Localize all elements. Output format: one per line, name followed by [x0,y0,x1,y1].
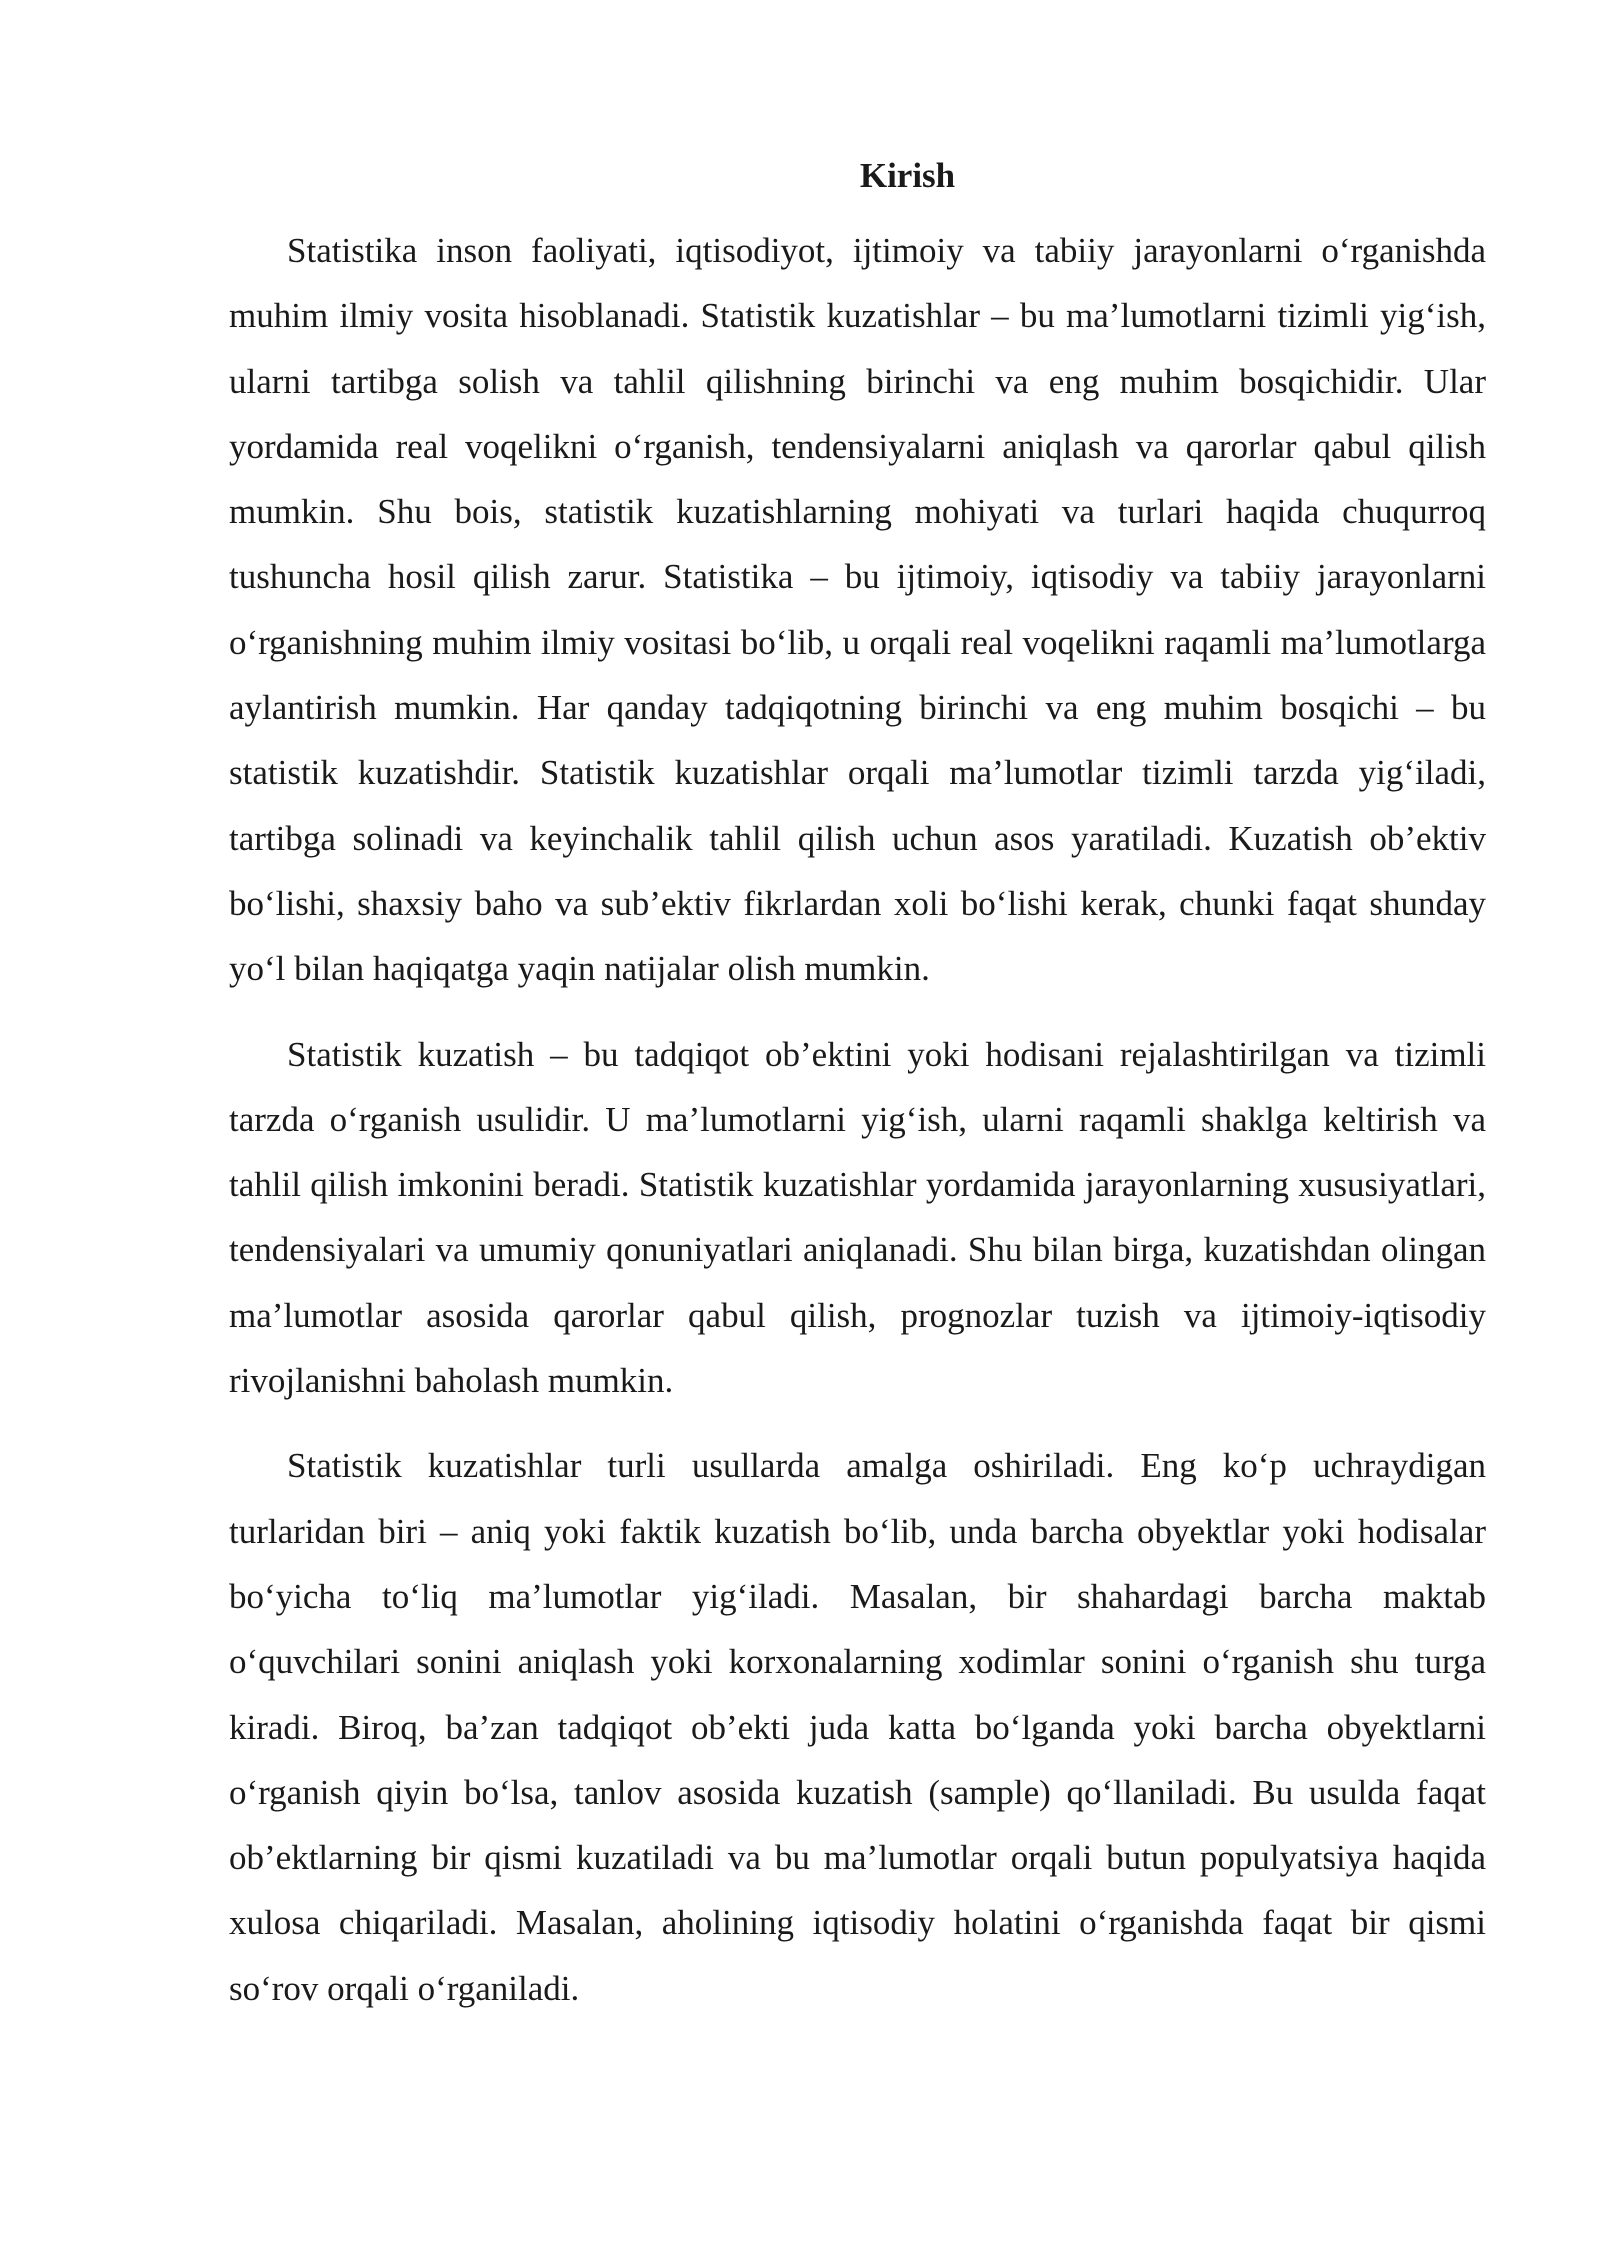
paragraph-3: Statistik kuzatishlar turli usullarda amalga oshiriladi. Eng ko‘p uchraydigan turlaridan biri – aniq yoki faktik kuzatish bo‘lib, unda barcha obyektlar yoki hodisalar bo‘yicha to‘liq ma’lumotlar yig‘iladi. Masalan, bir shahardagi barcha maktab o‘quvchilari sonini aniqlash yoki korxonalarning xodimlar sonini o‘rganish shu turga kiradi. Biroq, ba’zan tadqiqot ob’ekti juda katta bo‘lganda yoki barcha obyektlarni o‘rganish qiyin bo‘lsa, tanlov asosida kuzatish (sample) qo‘llaniladi. Bu usulda faqat ob’ektlarning bir qismi kuzatiladi va bu ma’lumotlar orqali butun populyatsiya haqida xulosa chiqariladi. Masalan, aholining iqtisodiy holatini o‘rganishda faqat bir qismi so‘rov orqali o‘rganiladi. [229,1446,1486,2008]
paragraph-2: Statistik kuzatish – bu tadqiqot ob’ektini yoki hodisani rejalashtirilgan va tizimli tarzda o‘rganish usulidir. U ma’lumotlarni yig‘ish, ularni raqamli shaklga keltirish va tahlil qilish imkonini beradi. Statistik kuzatishlar yordamida jarayonlarning xususiyatlari, tendensiyalari va umumiy qonuniyatlari aniqlanadi. Shu bilan birga, kuzatishdan olingan ma’lumotlar asosida qarorlar qabul qilish, prognozlar tuzish va ijtimoiy-iqtisodiy rivojlanishni baholash mumkin. [229,1034,1486,1401]
paragraph-1: Statistika inson faoliyati, iqtisodiyot, ijtimoiy va tabiiy jarayonlarni o‘rganishda muhim ilmiy vosita hisoblanadi. Statistik kuzatishlar – bu ma’lumotlarni tizimli yig‘ish, ularni tartibga solish va tahlil qilishning birinchi va eng muhim bosqichidir. Ular yordamida real voqelikni o‘rganish, tendensiyalarni aniqlash va qarorlar qabul qilish mumkin. Shu bois, statistik kuzatishlarning mohiyati va turlari haqida chuqurroq tushuncha hosil qilish zarur. Statistika – bu ijtimoiy, iqtisodiy va tabiiy jarayonlarni o‘rganishning muhim ilmiy vositasi bo‘lib, u orqali real voqelikni raqamli ma’lumotlarga aylantirish mumkin. Har qanday tadqiqotning birinchi va eng muhim bosqichi – bu statistik kuzatishdir. Statistik kuzatishlar orqali ma’lumotlar tizimli tarzda yig‘iladi, tartibga solinadi va keyinchalik tahlil qilish uchun asos yaratiladi. Kuzatish ob’ektiv bo‘lishi, shaxsiy baho va sub’ektiv fikrlardan xoli bo‘lishi kerak, chunki faqat shunday yo‘l bilan haqiqatga yaqin natijalar olish mumkin. [229,231,1486,989]
document-body [229,150,1486,2041]
document-title: Kirish [859,156,956,195]
